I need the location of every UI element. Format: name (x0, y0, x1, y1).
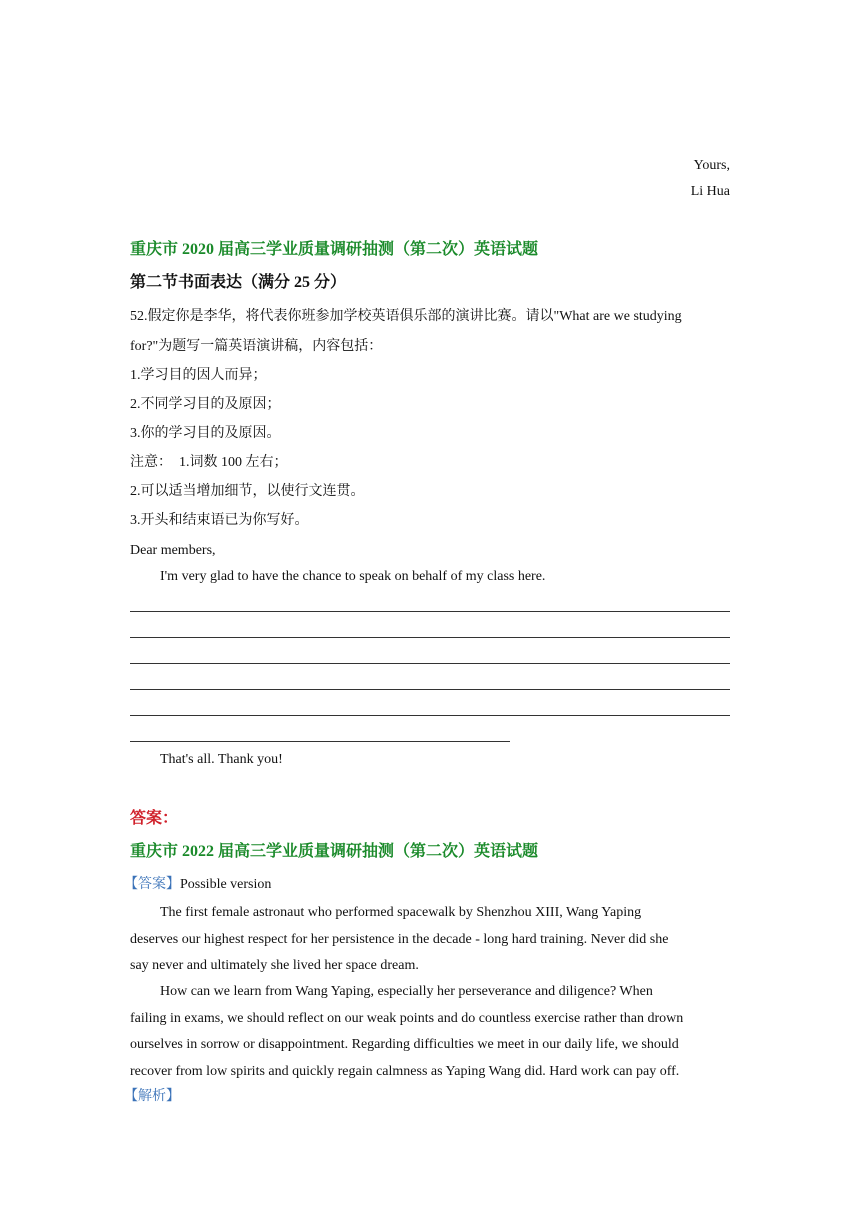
requirement-item: 1.学习目的因人而异； (130, 368, 267, 383)
opening-sentence: I'm very glad to have the chance to speak on behalf of my class here. (160, 569, 546, 584)
answer-label: 答案： (130, 810, 179, 827)
section-subtitle: 第二节书面表达（满分 25 分） (130, 274, 347, 291)
greeting: Dear members, (130, 543, 216, 558)
writing-line (130, 689, 730, 690)
paragraph-line: deserves our highest respect for her persistence in the decade - long hard training. Never did she (130, 931, 669, 947)
writing-line (130, 663, 730, 664)
writing-line (130, 715, 730, 716)
analysis-tag: 【解析】 (124, 1089, 180, 1104)
answer-paragraph-2 (130, 979, 730, 1085)
version-label: Possible version (180, 877, 272, 892)
note-item: 2.可以适当增加细节，以使行文连贯。 (130, 484, 365, 499)
letter-signature: Li Hua (690, 184, 730, 199)
paragraph-line: The first female astronaut who performed spacewalk by Shenzhou XIII, Wang Yaping (160, 905, 642, 920)
note-line: 注意： 1.词数 100 左右； (130, 455, 288, 470)
prompt-line-1: 52.假定你是李华，将代表你班参加学校英语俱乐部的演讲比赛。请以"What are we studying (130, 309, 682, 324)
letter-closing: Yours, (693, 158, 730, 173)
answer-paragraph-1 (130, 900, 730, 980)
answer-tag: 【答案】 (124, 877, 180, 892)
writing-line (130, 637, 730, 638)
ending-sentence: That's all. Thank you! (160, 752, 283, 767)
writing-line (130, 741, 510, 742)
paragraph-line: say never and ultimately she lived her space dream. (130, 958, 419, 973)
requirement-item: 3.你的学习目的及原因。 (130, 426, 281, 441)
requirement-item: 2.不同学习目的及原因； (130, 397, 281, 412)
paragraph-line: How can we learn from Wang Yaping, especially her perseverance and diligence? When (160, 984, 653, 999)
writing-line (130, 611, 730, 612)
paragraph-line: recover from low spirits and quickly regain calmness as Yaping Wang did. Hard work can pay off. (130, 1063, 680, 1079)
paragraph-line: ourselves in sorrow or disappointment. Regarding difficulties we meet in our daily life, we should (130, 1037, 679, 1052)
answer-header (124, 875, 724, 895)
paragraph-line: failing in exams, we should reflect on our weak points and do countless exercise rather than drown (130, 1010, 684, 1026)
note-item: 3.开头和结束语已为你写好。 (130, 513, 309, 528)
answer-section-title: 重庆市 2022 届高三学业质量调研抽测（第二次）英语试题 (130, 843, 539, 860)
prompt-line-2: for?"为题写一篇英语演讲稿，内容包括： (130, 339, 383, 354)
section-title: 重庆市 2020 届高三学业质量调研抽测（第二次）英语试题 (130, 241, 539, 258)
